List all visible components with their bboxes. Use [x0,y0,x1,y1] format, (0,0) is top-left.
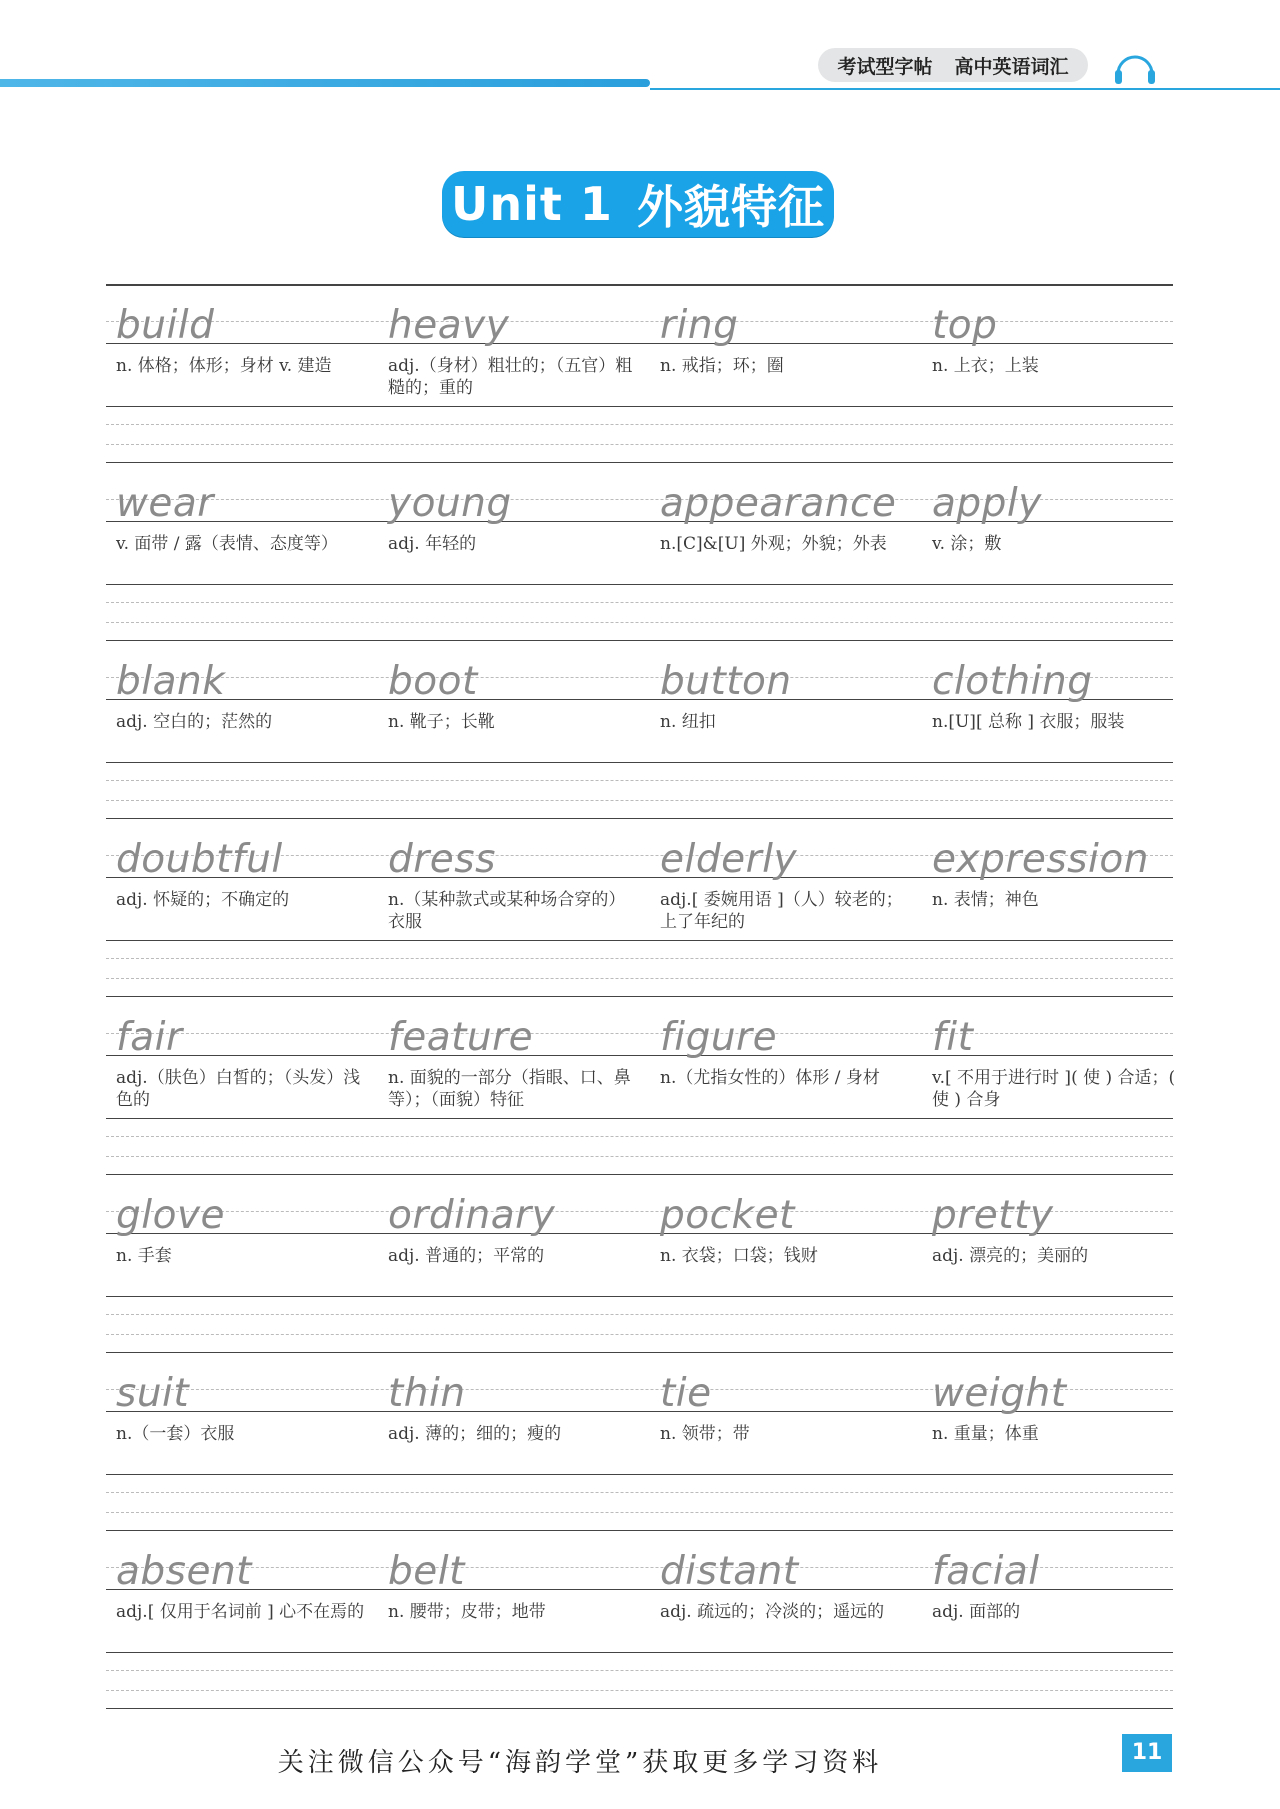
vocab-definition: adj.[ 委婉用语 ]（人）较老的；上了年纪的 [660,890,903,932]
vocab-word: dress [388,837,496,882]
header-accent-bar [0,79,650,87]
ruled-line [106,584,1173,585]
vocab-word: apply [932,481,1042,526]
page-title [442,171,834,237]
vocab-row [106,1176,1173,1354]
vocab-entry [650,1532,910,1652]
vocab-row [106,642,1173,820]
vocab-definition: adj. 面部的 [932,1602,1021,1622]
vocab-word: boot [388,659,478,704]
vocab-definition: n. 重量；体重 [932,1424,1039,1444]
vocab-word: ring [660,303,739,348]
header-book: 高中英语词汇 [954,55,1069,78]
vocab-definition: adj. 年轻的 [388,534,477,554]
ruled-line [106,1492,1173,1493]
ruled-line [106,762,1173,763]
ruled-line [106,406,1173,407]
vocab-entry [922,820,1182,940]
vocab-row [106,286,1173,464]
vocab-definition: v.[ 不用于进行时 ]( 使 ) 合适；( 使 ) 合身 [932,1068,1176,1110]
vocab-row [106,998,1176,1176]
vocab-entry [106,1532,366,1652]
vocab-word: button [660,659,792,704]
vocab-definition: n. 体格；体形；身材 v. 建造 [116,356,332,376]
vocab-word: suit [116,1371,190,1416]
ruled-line [106,1708,1173,1709]
vocab-entry [106,642,366,762]
vocab-definition: adj. 薄的；细的；瘦的 [388,1424,562,1444]
vocab-definition: n. 腰带；皮带；地带 [388,1602,546,1622]
vocab-word: blank [116,659,226,704]
vocab-entry [378,1354,638,1474]
vocab-entry [650,998,910,1118]
ruled-line [106,1652,1173,1653]
vocab-entry [378,820,638,940]
vocab-word: feature [388,1015,534,1060]
vocab-word: fit [932,1015,974,1060]
vocab-word: build [116,303,215,348]
vocab-entry [650,1176,910,1296]
headphone-icon [1112,46,1158,86]
vocab-definition: n. 面貌的一部分（指眼、口、鼻等）；（面貌）特征 [388,1068,631,1110]
ruled-line [106,1670,1173,1671]
ruled-line [106,1136,1173,1137]
vocab-sheet [106,284,1176,1710]
ruled-line [106,800,1173,801]
ruled-line [106,1174,1173,1175]
ruled-line [106,818,1173,819]
vocab-entry [378,1176,638,1296]
vocab-definition: n. 靴子；长靴 [388,712,495,732]
vocab-definition: n. 上衣；上装 [932,356,1039,376]
vocab-entry [106,1176,366,1296]
vocab-row [106,820,1173,998]
footer-text: 关注微信公众号“海韵学堂”获取更多学习资料 [277,1748,883,1778]
vocab-entry [378,1532,638,1652]
ruled-line [106,1512,1173,1513]
ruled-line [106,602,1173,603]
vocab-definition: adj. 疏远的；冷淡的；遥远的 [660,1602,885,1622]
ruled-line [106,780,1173,781]
vocab-definition: adj.（身材）粗壮的；（五官）粗糙的；重的 [388,356,633,398]
vocab-definition: n.[C]&[U] 外观；外貌；外表 [660,534,887,554]
vocab-word: heavy [388,303,510,348]
vocab-definition: n. 手套 [116,1246,172,1266]
vocab-word: elderly [660,837,798,882]
ruled-line [106,622,1173,623]
vocab-word: facial [932,1549,1040,1594]
vocab-entry [378,286,638,406]
ruled-line [106,444,1173,445]
vocab-entry [378,464,638,584]
ruled-line [106,1530,1173,1531]
vocab-definition: adj.（肤色）白皙的；（头发）浅色的 [116,1068,361,1110]
vocab-entry [922,286,1182,406]
header-rule [650,88,1280,90]
vocab-definition: adj. 怀疑的；不确定的 [116,890,290,910]
vocab-word: distant [660,1549,799,1594]
vocab-definition: adj. 普通的；平常的 [388,1246,545,1266]
vocab-entry [922,1176,1182,1296]
vocab-entry [650,642,910,762]
header-pill [818,48,1088,82]
ruled-line [106,996,1173,997]
vocab-word: doubtful [116,837,283,882]
vocab-entry [650,1354,910,1474]
footer-note [0,1742,1280,1779]
ruled-line [106,1690,1173,1691]
vocab-entry [106,464,366,584]
vocab-word: expression [932,837,1149,882]
vocab-entry [922,642,1182,762]
vocab-definition: adj.[ 仅用于名词前 ] 心不在焉的 [116,1602,365,1622]
vocab-row [106,464,1173,642]
vocab-entry [650,286,910,406]
vocab-definition: n.（一套）衣服 [116,1424,235,1444]
vocab-entry [106,998,366,1118]
ruled-line [106,640,1173,641]
page-number: 11 [1122,1734,1172,1772]
vocab-definition: n. 表情；神色 [932,890,1039,910]
ruled-line [106,940,1173,941]
vocab-row [106,1532,1173,1710]
vocab-entry [922,1532,1182,1652]
vocab-word: absent [116,1549,252,1594]
vocab-word: ordinary [388,1193,556,1238]
vocab-row [106,1354,1173,1532]
vocab-word: wear [116,481,214,526]
ruled-line [106,1118,1173,1119]
vocab-word: thin [388,1371,466,1416]
vocab-entry [922,464,1182,584]
vocab-definition: n. 衣袋；口袋；钱财 [660,1246,818,1266]
vocab-word: tie [660,1371,712,1416]
unit-topic: 外貌特征 [636,180,825,234]
vocab-definition: n. 领带；带 [660,1424,750,1444]
vocab-entry [106,820,366,940]
vocab-entry [378,642,638,762]
vocab-definition: v. 涂；敷 [932,534,1002,554]
header-series: 考试型字帖 [837,55,933,78]
vocab-entry [106,286,366,406]
unit-label: Unit 1 [451,177,613,231]
vocab-word: weight [932,1371,1067,1416]
vocab-word: belt [388,1549,465,1594]
ruled-line [106,1156,1173,1157]
vocab-definition: n. 戒指；环；圈 [660,356,784,376]
vocab-definition: n.（尤指女性的）体形 / 身材 [660,1068,880,1088]
vocab-entry [106,1354,366,1474]
ruled-line [106,958,1173,959]
ruled-line [106,1474,1173,1475]
ruled-line [106,424,1173,425]
vocab-definition: n.（某种款式或某种场合穿的）衣服 [388,890,626,932]
vocab-definition: n. 纽扣 [660,712,716,732]
vocab-definition: adj. 空白的；茫然的 [116,712,273,732]
vocab-definition: n.[U][ 总称 ] 衣服；服装 [932,712,1125,732]
vocab-word: appearance [660,481,897,526]
ruled-line [106,978,1173,979]
vocab-word: pocket [660,1193,795,1238]
ruled-line [106,1314,1173,1315]
vocab-entry [922,998,1182,1118]
vocab-definition: adj. 漂亮的；美丽的 [932,1246,1089,1266]
vocab-word: top [932,303,998,348]
vocab-word: young [388,481,512,526]
ruled-line [106,1352,1173,1353]
vocab-entry [650,464,910,584]
vocab-definition: v. 面带 / 露（表情、态度等） [116,534,338,554]
ruled-line [106,1334,1173,1335]
ruled-line [106,1296,1173,1297]
vocab-word: glove [116,1193,226,1238]
vocab-entry [378,998,638,1118]
vocab-word: fair [116,1015,183,1060]
vocab-word: pretty [932,1193,1054,1238]
vocab-entry [922,1354,1182,1474]
vocab-word: clothing [932,659,1093,704]
ruled-line [106,462,1173,463]
vocab-entry [650,820,910,940]
vocab-word: figure [660,1015,778,1060]
